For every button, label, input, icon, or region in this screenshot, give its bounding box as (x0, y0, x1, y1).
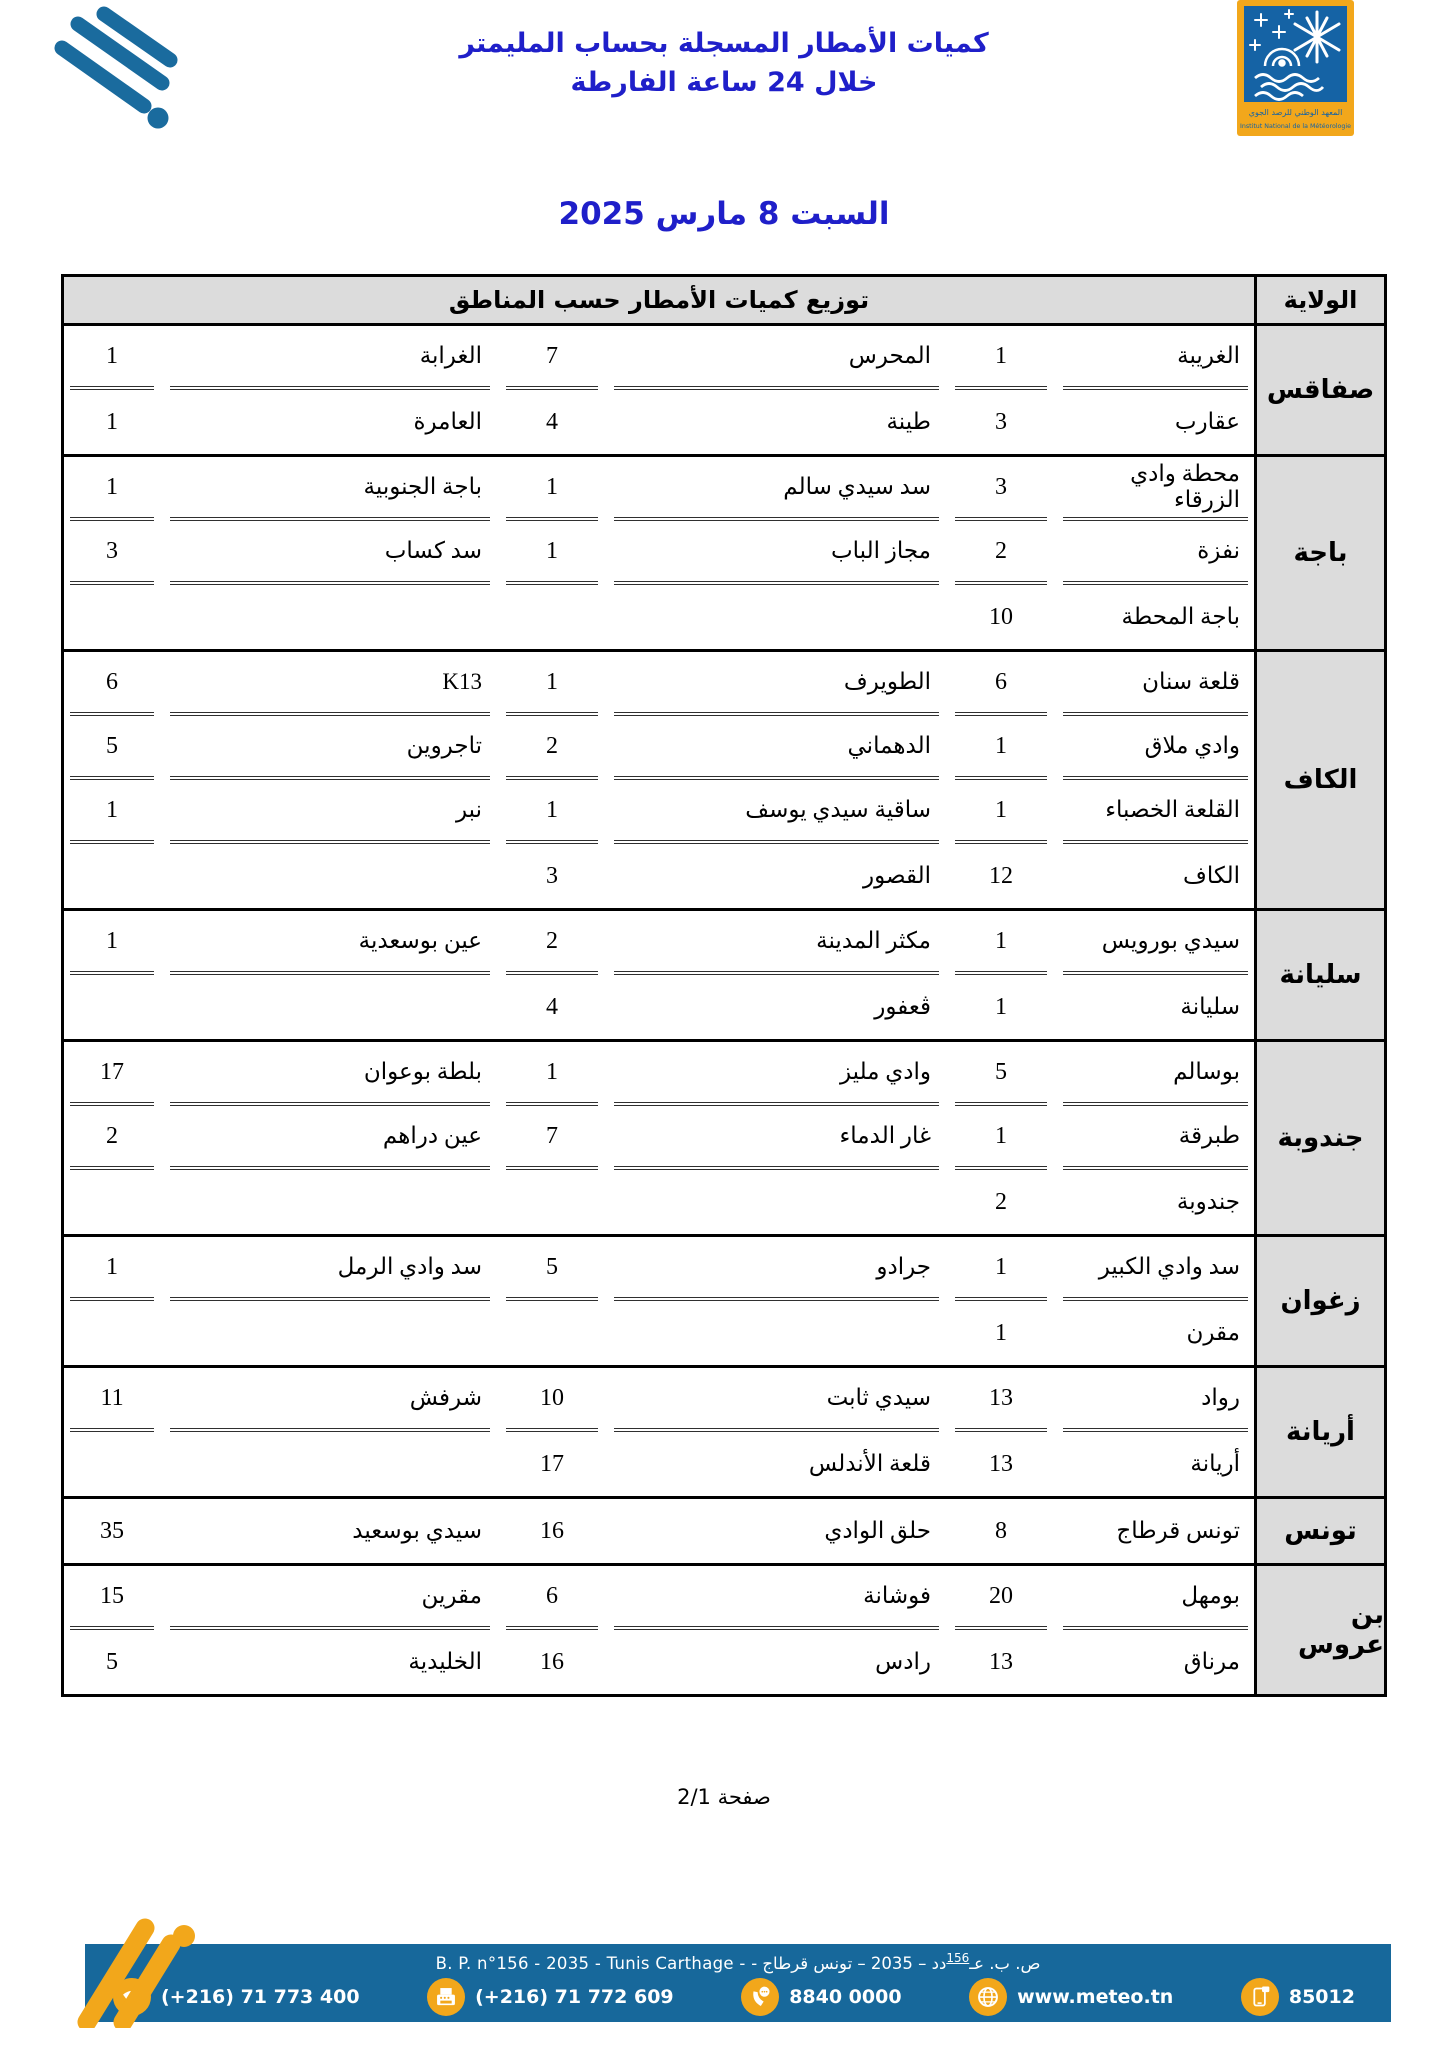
station-name: بومهل (1063, 1566, 1248, 1630)
station-value: 17 (70, 1042, 154, 1106)
station-name: K13 (170, 652, 490, 716)
station-value: 1 (70, 457, 154, 521)
table-row (64, 1106, 1254, 1170)
station-name: الغريبة (1063, 326, 1248, 390)
station-value: 13 (989, 1450, 1013, 1477)
station-name: سيدي ثابت (614, 1368, 939, 1432)
station-value: 1 (70, 1237, 154, 1301)
station-value: 15 (70, 1566, 154, 1630)
footer-callcenter-label: 8840 0000 (789, 1986, 902, 2008)
station-value (70, 975, 154, 1039)
table-row (64, 1042, 1254, 1106)
station-name: فوشانة (614, 1566, 939, 1630)
governorate-section (64, 1563, 1384, 1694)
station-value: 1 (955, 716, 1047, 780)
station-name: سيدي بوسعيد (352, 1518, 482, 1543)
station-name: بوسالم (1063, 1042, 1248, 1106)
station-name: مرناق (1183, 1649, 1240, 1674)
footer-address-number: 156 (946, 1951, 970, 1965)
station-value: 1 (955, 326, 1047, 390)
station-value: 2 (70, 1106, 154, 1170)
governorate-section (64, 908, 1384, 1039)
station-value: 5 (506, 1237, 598, 1301)
station-value: 12 (989, 862, 1013, 889)
table-row (64, 1630, 1254, 1694)
rainfall-table (61, 274, 1387, 1697)
governorate-label: سليانة (1254, 911, 1384, 1039)
footer-band (85, 1944, 1391, 2022)
station-value: 20 (955, 1566, 1047, 1630)
table-row (64, 1237, 1254, 1301)
table-row (64, 911, 1254, 975)
governorate-label: صفاقس (1254, 326, 1384, 454)
station-name (170, 1432, 490, 1496)
footer-sms (1241, 1978, 1355, 2016)
governorate-section (64, 454, 1384, 649)
page-number: صفحة 2/1 (677, 1785, 771, 1809)
table-row (64, 780, 1254, 844)
station-name: الدهماني (614, 716, 939, 780)
station-value: 6 (70, 652, 154, 716)
station-name: القصور (863, 863, 931, 888)
station-name (170, 1170, 490, 1234)
station-value: 4 (546, 993, 558, 1020)
station-value: 1 (70, 780, 154, 844)
station-value: 10 (506, 1368, 598, 1432)
page-header (0, 0, 1448, 142)
governorate-label: الكاف (1254, 652, 1384, 908)
station-name: العامرة (413, 409, 482, 434)
inm-logo-icon (1237, 0, 1354, 136)
station-value: 8 (995, 1517, 1007, 1544)
station-name: الكاف (1183, 863, 1240, 888)
inm-caption-ar: المعهد الوطني للرصد الجوي (1248, 108, 1343, 117)
station-name: أريانة (1190, 1451, 1240, 1476)
station-value: 4 (546, 408, 558, 435)
station-name: ساقية سيدي يوسف (614, 780, 939, 844)
station-value: 13 (989, 1648, 1013, 1675)
station-value: 11 (70, 1368, 154, 1432)
table-row (64, 1566, 1254, 1630)
station-value: 1 (106, 408, 118, 435)
table-row (64, 521, 1254, 585)
station-name (614, 1170, 939, 1234)
station-value (70, 1170, 154, 1234)
station-value (506, 585, 598, 649)
station-value: 1 (506, 652, 598, 716)
station-value (70, 1432, 154, 1496)
station-name (170, 1301, 490, 1365)
station-value: 1 (70, 326, 154, 390)
station-value: 3 (955, 457, 1047, 521)
table-row (64, 326, 1254, 390)
station-value: 3 (995, 408, 1007, 435)
station-value: 1 (955, 780, 1047, 844)
station-name: مقرين (170, 1566, 490, 1630)
station-name: جندوبة (1176, 1189, 1240, 1214)
station-name: جرادو (614, 1237, 939, 1301)
station-value: 3 (546, 862, 558, 889)
table-row (64, 1499, 1254, 1563)
station-name: حلق الوادي (824, 1518, 931, 1543)
station-name (170, 844, 490, 908)
governorate-section (64, 323, 1384, 454)
station-value: 2 (506, 716, 598, 780)
footer-stripes-icon (71, 1910, 221, 2028)
table-row (64, 390, 1254, 454)
station-value (506, 1170, 598, 1234)
table-row (64, 1301, 1254, 1365)
rain-stripes-icon (52, 6, 184, 132)
station-name: ڨعفور (874, 994, 931, 1019)
station-value: 1 (506, 780, 598, 844)
table-row (64, 457, 1254, 521)
station-value: 1 (955, 1106, 1047, 1170)
inm-logo (1237, 0, 1354, 140)
station-name: الغرابة (170, 326, 490, 390)
governorate-label: أريانة (1254, 1368, 1384, 1496)
station-name: بلطة بوعوان (170, 1042, 490, 1106)
station-name: مكثر المدينة (614, 911, 939, 975)
table-row (64, 844, 1254, 908)
station-value: 5 (70, 716, 154, 780)
globe-icon (969, 1978, 1007, 2016)
station-value (70, 1301, 154, 1365)
footer-website (969, 1978, 1173, 2016)
station-value: 35 (100, 1517, 124, 1544)
station-name: سليانة (1180, 994, 1240, 1019)
callcenter-icon (741, 1978, 779, 2016)
station-value: 2 (995, 1188, 1007, 1215)
station-name: طبرقة (1063, 1106, 1248, 1170)
station-name: طينة (886, 409, 931, 434)
governorate-section (64, 649, 1384, 908)
station-value: 3 (70, 521, 154, 585)
station-name: تونس قرطاج (1116, 1518, 1240, 1543)
station-value (70, 585, 154, 649)
fax-icon (427, 1978, 465, 2016)
table-row (64, 975, 1254, 1039)
station-name: الطويرف (614, 652, 939, 716)
station-name: القلعة الخصباء (1063, 780, 1248, 844)
table-row (64, 1432, 1254, 1496)
footer-callcenter (741, 1978, 901, 2016)
governorate-label: باجة (1254, 457, 1384, 649)
station-name: محطة وادي الزرقاء (1063, 457, 1248, 521)
station-value: 16 (540, 1648, 564, 1675)
station-name (614, 1301, 939, 1365)
governorate-label: زغوان (1254, 1237, 1384, 1365)
station-name: عين دراهم (170, 1106, 490, 1170)
footer-phone-label: (+216) 71 773 400 (161, 1986, 360, 2008)
mobile-icon (1241, 1978, 1279, 2016)
station-name: شرفش (170, 1368, 490, 1432)
station-name: رادس (875, 1649, 931, 1674)
station-name: قلعة سنان (1063, 652, 1248, 716)
governorate-column-header: الولاية (1254, 277, 1384, 323)
table-row (64, 652, 1254, 716)
station-value: 13 (955, 1368, 1047, 1432)
station-value: 16 (540, 1517, 564, 1544)
footer-contacts (85, 1973, 1391, 2016)
report-title-line1: كميات الأمطار المسجلة بحساب المليمتر (459, 28, 989, 59)
station-value: 10 (989, 603, 1013, 630)
station-value: 6 (506, 1566, 598, 1630)
inm-caption-fr: Institut National de la Météorologie (1239, 123, 1352, 130)
report-title-line2: خلال 24 ساعة الفارطة (570, 67, 878, 99)
station-value: 5 (106, 1648, 118, 1675)
station-name: وادي مليز (614, 1042, 939, 1106)
table-row (64, 716, 1254, 780)
station-name: غار الدماء (614, 1106, 939, 1170)
station-name: باجة الجنوبية (170, 457, 490, 521)
distribution-header: توزيع كميات الأمطار حسب المناطق (448, 286, 870, 314)
table-row (64, 1368, 1254, 1432)
station-name: مقرن (1186, 1320, 1240, 1345)
station-name: نبر (170, 780, 490, 844)
footer-address-ar-post: دد – 2035 – تونس قرطاج - (751, 1954, 947, 1973)
station-value (70, 844, 154, 908)
footer-address-ar-pre: ص. ب. عـ (969, 1954, 1041, 1973)
station-value: 1 (955, 911, 1047, 975)
station-name: عقارب (1174, 409, 1240, 434)
station-name: مجاز الباب (614, 521, 939, 585)
footer-fax-label: (+216) 71 772 609 (475, 1986, 674, 2008)
station-value: 1 (506, 457, 598, 521)
rain-stripes-logo (52, 6, 184, 136)
station-value: 1 (70, 911, 154, 975)
station-name: وادي ملاق (1063, 716, 1248, 780)
station-name: رواد (1063, 1368, 1248, 1432)
governorate-section (64, 1039, 1384, 1234)
footer-address-latin: B. P. n°156 - 2035 - Tunis Carthage - (435, 1954, 752, 1973)
footer-fax (427, 1978, 674, 2016)
table-row (64, 1170, 1254, 1234)
station-name: عين بوسعدية (170, 911, 490, 975)
station-value: 1 (506, 1042, 598, 1106)
station-value: 1 (995, 993, 1007, 1020)
governorate-section (64, 1365, 1384, 1496)
footer-address (85, 1951, 1391, 1973)
station-value: 1 (955, 1237, 1047, 1301)
governorate-label: جندوبة (1254, 1042, 1384, 1234)
station-name: سد كساب (170, 521, 490, 585)
station-name (170, 585, 490, 649)
station-value: 2 (506, 911, 598, 975)
station-value: 7 (506, 1106, 598, 1170)
station-name (614, 585, 939, 649)
station-value: 2 (955, 521, 1047, 585)
station-value (506, 1301, 598, 1365)
station-name: المحرس (614, 326, 939, 390)
governorate-label: بن عروس (1254, 1566, 1384, 1694)
station-name: الخليدية (408, 1649, 482, 1674)
station-name: نفزة (1063, 521, 1248, 585)
station-value: 5 (955, 1042, 1047, 1106)
station-name: سد وادي الكبير (1063, 1237, 1248, 1301)
station-name: باجة المحطة (1121, 604, 1240, 629)
station-value: 7 (506, 326, 598, 390)
station-value: 6 (955, 652, 1047, 716)
station-name: سيدي بورويس (1063, 911, 1248, 975)
station-name: سد سيدي سالم (614, 457, 939, 521)
station-value: 1 (506, 521, 598, 585)
governorate-section (64, 1234, 1384, 1365)
station-name: تاجروين (170, 716, 490, 780)
governorate-label: تونس (1254, 1499, 1384, 1563)
footer-sms-label: 85012 (1288, 1986, 1355, 2008)
station-name: قلعة الأندلس (808, 1451, 931, 1476)
station-name: سد وادي الرمل (170, 1237, 490, 1301)
station-value: 17 (540, 1450, 564, 1477)
report-date: السبت 8 مارس 2025 (558, 196, 890, 232)
station-value: 1 (995, 1319, 1007, 1346)
governorate-section (64, 1496, 1384, 1563)
table-row (64, 585, 1254, 649)
report-title (0, 0, 1448, 102)
footer-website-label: www.meteo.tn (1017, 1986, 1174, 2008)
station-name (170, 975, 490, 1039)
